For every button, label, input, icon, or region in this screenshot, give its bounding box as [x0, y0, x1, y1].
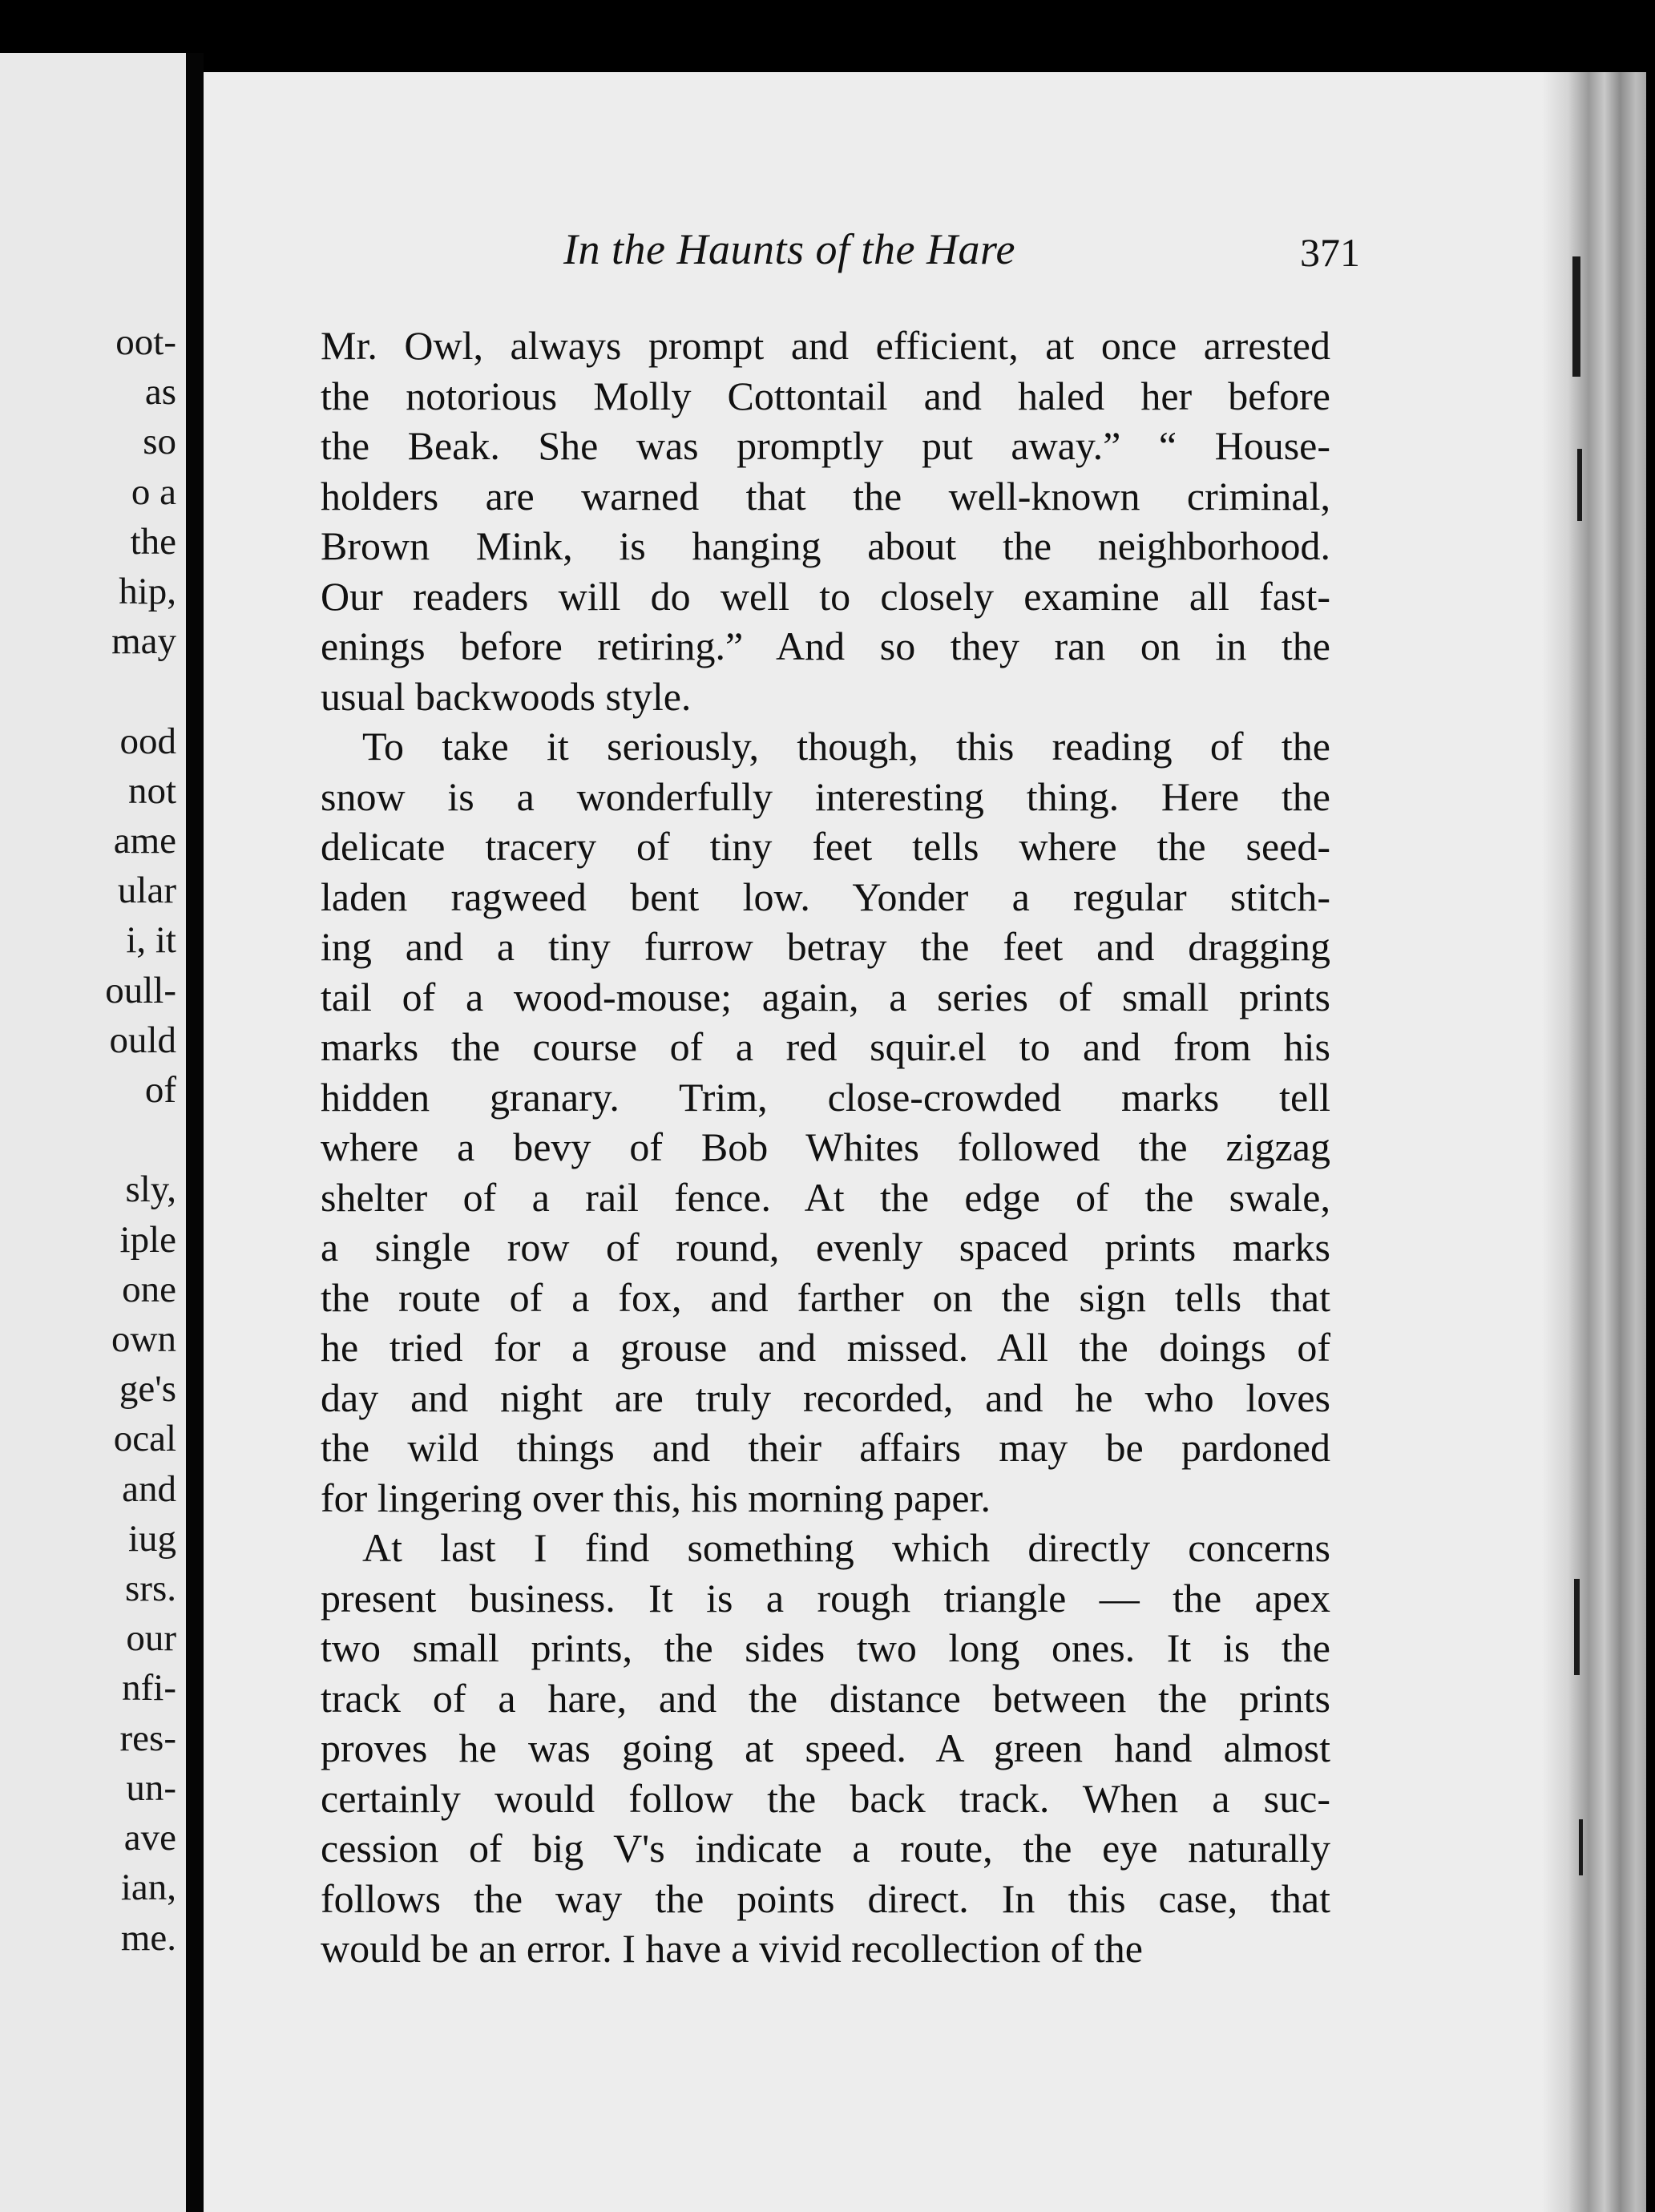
text-line: a single row of round, evenly spaced prints marks — [321, 1225, 1330, 1269]
text-line: tail of a wood-mouse; again, a series of small prints — [321, 974, 1330, 1019]
edge-mark — [1572, 256, 1580, 377]
left-page-fragment: i, it — [126, 919, 176, 962]
text-line: proves he was going at speed. A green hand almost — [321, 1726, 1330, 1770]
left-page-fragment: ocal — [113, 1418, 176, 1460]
left-page-fragment: sly, — [125, 1169, 176, 1211]
body-text — [321, 321, 1330, 1974]
left-page-fragment: iug — [127, 1517, 176, 1560]
text-line: track of a hare, and the distance between the prints — [321, 1675, 1330, 1721]
page-edge — [1542, 72, 1646, 2212]
text-line: To take it seriously, though, this reading of the — [362, 724, 1330, 769]
text-line: holders are warned that the well-known criminal, — [321, 473, 1330, 519]
left-page-fragment: one — [122, 1268, 176, 1310]
text-line: shelter of a rail fence. At the edge of the swale, — [321, 1174, 1330, 1220]
text-line: present business. It is a rough triangle — the apex — [321, 1575, 1330, 1621]
left-page-fragment: nfi- — [122, 1667, 176, 1709]
paragraph — [321, 1523, 1330, 1974]
text-line: would be an error. I have a vivid recollection of the — [321, 1926, 1144, 1971]
left-page-fragment: ave — [123, 1817, 176, 1859]
text-line: delicate tracery of tiny feet tells where the seed- — [321, 824, 1330, 869]
text-line: the route of a fox, and farther on the sign tells that — [321, 1274, 1330, 1320]
left-page-fragment: oot- — [115, 321, 176, 363]
text-line: usual backwoods style. — [321, 673, 692, 719]
paragraph — [321, 721, 1330, 1523]
left-page-fragment: ame — [113, 820, 176, 862]
left-page-fragment: ular — [117, 870, 176, 912]
text-line: follows the way the points direct. In this case, that — [321, 1875, 1330, 1921]
left-page-fragment: so — [143, 421, 176, 463]
left-page-fragment: and — [122, 1467, 176, 1510]
page-number: 371 — [1300, 230, 1360, 275]
left-page-fragment: may — [111, 620, 176, 663]
text-line: Mr. Owl, always prompt and efficient, at once arrested — [321, 323, 1330, 368]
text-line: Brown Mink, is hanging about the neighborhood. — [321, 523, 1330, 568]
edge-mark — [1577, 449, 1582, 521]
text-line: he tried for a grouse and missed. All the doings of — [321, 1325, 1330, 1370]
left-page-fragment: un- — [126, 1766, 176, 1809]
left-page-fragment: own — [111, 1318, 176, 1361]
left-page-fragment: not — [127, 769, 176, 812]
edge-mark — [1574, 1579, 1580, 1675]
text-line: enings before retiring.” And so they ran on in the — [321, 624, 1330, 668]
text-line: day and night are truly recorded, and he who loves — [321, 1374, 1330, 1420]
text-line: At last I find something which directly concerns — [362, 1525, 1330, 1570]
paragraph — [321, 321, 1330, 721]
text-line: for lingering over this, his morning paper. — [321, 1475, 991, 1520]
left-page-fragment: the — [130, 520, 176, 563]
left-page-fragment: res- — [119, 1717, 176, 1759]
left-page-fragment: ood — [119, 720, 176, 762]
left-page-fragment: oull- — [105, 969, 176, 1011]
left-page-fragment: as — [144, 371, 176, 414]
text-line: laden ragweed bent low. Yonder a regular stitch- — [321, 874, 1330, 919]
text-line: snow is a wonderfully interesting thing. Here the — [321, 773, 1330, 819]
text-line: the wild things and their affairs may be pardoned — [321, 1425, 1330, 1470]
left-page-fragment: o a — [131, 470, 176, 513]
text-line: cession of big V's indicate a route, the eye naturally — [321, 1826, 1330, 1871]
edge-mark — [1579, 1819, 1583, 1875]
text-line: certainly would follow the back track. When a suc- — [321, 1775, 1330, 1821]
left-page-fragment: ould — [109, 1019, 176, 1061]
left-page-fragment: srs. — [125, 1568, 176, 1610]
left-page — [0, 53, 186, 2212]
text-line: where a bevy of Bob Whites followed the zigzag — [321, 1124, 1330, 1169]
left-page-fragment: of — [144, 1069, 176, 1112]
right-page — [204, 72, 1646, 2212]
left-page-fragment: iple — [119, 1218, 176, 1261]
text-line: marks the course of a red squir.el to and from his — [321, 1024, 1330, 1069]
text-line: the notorious Molly Cottontail and haled her before — [321, 373, 1330, 418]
left-page-fragment: our — [126, 1617, 176, 1660]
left-page-text-fragments — [105, 317, 176, 1963]
left-page-fragment: ge's — [119, 1368, 176, 1411]
text-line: hidden granary. Trim, close-crowded marks tell — [321, 1074, 1330, 1120]
text-line: the Beak. She was promptly put away.” “ House- — [321, 423, 1330, 468]
left-page-fragment: me. — [120, 1916, 176, 1959]
left-page-fragment — [105, 1115, 176, 1165]
book-gutter — [186, 53, 204, 2212]
left-page-fragment: hip, — [119, 571, 176, 613]
text-line: ing and a tiny furrow betray the feet and dragging — [321, 924, 1330, 969]
left-page-fragment: ian, — [120, 1867, 176, 1909]
running-head: In the Haunts of the Hare — [563, 225, 1015, 273]
left-page-fragment — [105, 666, 176, 716]
text-line: two small prints, the sides two long ones. It is the — [321, 1625, 1330, 1670]
text-line: Our readers will do well to closely examine all fast- — [321, 573, 1330, 619]
